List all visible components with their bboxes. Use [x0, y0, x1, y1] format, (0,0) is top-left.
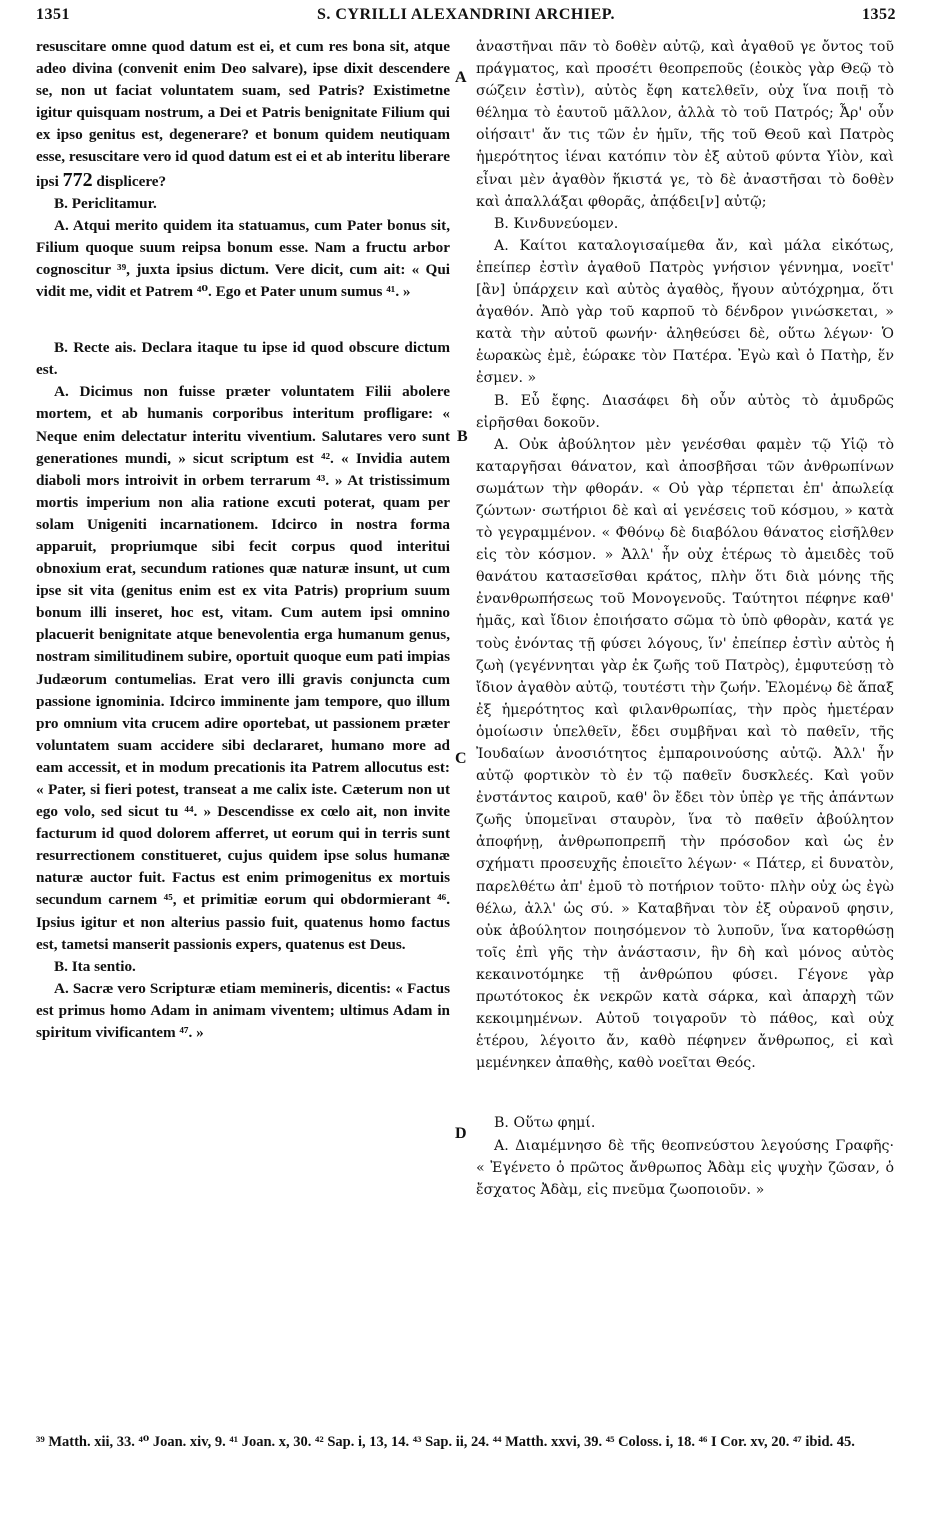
latin-paragraph: A. Dicimus non fuisse præter voluntatem Filii abolere mortem, et ab humanis corporibus interitum profligare: « Neque enim delectatur interitu viventium. Salutares vero sunt generationes mundi, » sicut scriptum est ⁴². « Invidia autem diaboli mors introivit in orbem terrarum ⁴³. » At tristissimum mortis imperium non alia ratione excuti poterat, quam per solam Unigeniti incarnationem. Idcirco in nostra forma apparuit, propriumque sibi fecit corpus quod interitui obnoxium erat, secundum rationes quæ naturæ insunt, ut cum ipse sit vita (genitus enim est ex vita Patris) proprium suum bonum illi inseret, hoc est, vitam. Cum autem ipsi omnino placuerit benignitate atque benevolentia erga humanum genus, nostram similitudinem subire, oportuit quoque eum pati impias Judæorum contumelias. Erat vero illi gravis conjuncta cum passione ignominia. Idcirco imminente jam tempore, quo illum pro omnium vita crucem adire oportebat, ut passionem præter voluntatem suam accidere sibi declararet, humano more ad eam accessit, et in modum precationis ita Patrem allocutus est: « Pater, si fieri potest, transeat a me calix iste. Cæterum non ut ego volo, sed sicut tu ⁴⁴. » Descendisse ex cœlo ait, non invite facturum id quod dolorem afferret, ut eorum qui in terris sunt resurrectionem constitueret, cujus quidem ipse solus humanæ naturæ auctor fuit. Factus est enim primogenitus ex mortuis secundum carnem ⁴⁵, et primitiæ eorum qui obdormierant ⁴⁶. Ipsius igitur et non alterius passio fuit, quatenus homo factus est, tametsi manserit passionis expers, quatenus est Deus. [36, 383, 450, 953]
latin-paragraph: resuscitare omne quod datum est ei, et cum res bona sit, atque adeo divina (convenit enim Deo salvare), ipse dixit descendere se, non ut faciat voluntatem suam, sed Patris? Existimetne igitur quisquam nostrum, a Dei et Patris benignitate Filium qui ex ipso genitus est, degenerare? et bonum quidem neutiquam esse, resuscitare vero id quod datum est ei et ab interitu liberare ipsi 772 displicere? [36, 38, 450, 191]
greek-paragraph: B. Οὕτω φημί. [494, 1115, 596, 1132]
running-title: S. CYRILLI ALEXANDRINI ARCHIEP. [316, 6, 616, 23]
page-number-left: 1351 [36, 6, 70, 23]
margin-letter-b: B [457, 428, 468, 445]
greek-column [476, 36, 894, 1201]
footnotes: ³⁹ Matth. xii, 33. ⁴⁰ Joan. xiv, 9. ⁴¹ Joan. x, 30. ⁴² Sap. i, 13, 14. ⁴³ Sap. ii, 24. ⁴⁴ Matth. xxvi, 39. ⁴⁵ Coloss. i, 18. ⁴⁶ I Cor. xv, 20. ⁴⁷ ibid. 45. [36, 1434, 855, 1450]
margin-letter-d: D [455, 1125, 467, 1142]
greek-paragraph: B. Κινδυνεύομεν. [494, 215, 619, 232]
latin-paragraph: A. Atqui merito quidem ita statuamus, cum Pater bonus sit, Filium quoque suum reipsa bonum esse. Nam a fructu arbor cognoscitur ³⁹, juxta ipsius dictum. Vere dicit, cum ait: « Qui vidit me, vidit et Patrem ⁴⁰. Ego et Pater unum sumus ⁴¹. » [36, 216, 450, 301]
margin-letter-c: C [455, 750, 467, 767]
greek-paragraph: B. Εὖ ἔφης. Διασάφει δὴ οὖν αὐτὸς τὸ ἀμυδρῶς εἰρῆσθαι δοκοῦν. [476, 392, 894, 431]
greek-paragraph: A. Διαμέμνησο δὲ τῆς θεοπνεύστου λεγούσης Γραφῆς· « Ἐγένετο ὁ πρῶτος ἄνθρωπος Ἀδὰμ εἰς ψυχὴν ζῶσαν, ὁ ἔσχατος Ἀδὰμ, εἰς πνεῦμα ζωοποιοῦν. » [476, 1137, 894, 1198]
latin-column [36, 36, 450, 1044]
greek-paragraph: A. Καίτοι καταλογισαίμεθα ἄν, καὶ μάλα εἰκότως, ἐπείπερ ἐστὶν ἀγαθοῦ Πατρὸς γνήσιον γέννημα, νοεῖτ' [ἂν] ὑπάρχειν καὶ αὐτὸς ἀγαθὸς, ἤγουν αὐτόχρημα, ὅτι ἀγαθόν. Ἀπὸ γὰρ τοῦ καρποῦ τὸ δένδρον γινώσκεται, » κατὰ τὴν αὐτοῦ φωνήν· ἀληθεύσει δὲ, οὕτω λέγων· Ὁ ἑωρακὼς ἐμὲ, ἑώρακε τὸν Πατέρα. Ἐγὼ καὶ ὁ Πατὴρ, ἕν ἐσμεν. » [476, 237, 894, 387]
latin-paragraph: B. Periclitamur. [54, 194, 157, 212]
original-page-number: 772 [62, 168, 93, 191]
running-header [36, 6, 896, 32]
latin-paragraph: B. Ita sentio. [54, 957, 136, 975]
greek-paragraph: A. Οὐκ ἀβούλητον μὲν γενέσθαι φαμὲν τῷ Υἱῷ τὸ καταργῆσαι θάνατον, καὶ ἀποσβῆσαι τῶν ἀνθρωπίνων σωμάτων τὴν φθοράν. « Οὐ γὰρ τέρπεται ἐπ' ἀπωλείᾳ ζώντων· σωτήριοι δὲ καὶ αἱ γενέσεις τοῦ κόσμου, » κατὰ τὸ γεγραμμένον. « Φθόνῳ δὲ διαβόλου θάνατος εἰσῆλθεν εἰς τὸν κόσμον. » Ἀλλ' ἦν οὐχ ἑτέρως τὸ ἀμειδὲς τοῦ θανάτου κατασεῖσθαι κράτος, πλὴν ὅτι διὰ μόνης τῆς ἐνανθρωπήσεως τοῦ Μονογενοῦς. Ταύτητοι πέφηνε καθ' ἡμᾶς, καὶ ἴδιον ἐποιήσατο σῶμα τὸ ὑπὸ φθορὰν, κατά γε τοὺς ἐνόντας τῇ φύσει λόγους, ἵν' ἐπείπερ ἐστὶν αὐτὸς ἡ ζωὴ (γεγέννηται γὰρ ἐκ ζωῆς τοῦ Πατρὸς), ἐμφυτεύσῃ τὸ ἴδιον ἀγαθὸν αὐτῷ, τουτέστι τὴν ζωήν. Ἐλομένῳ δὲ ἅπαξ ἐξ ἡμερότητος καὶ φιλανθρωπίας, τὴν πρὸς ἡμετέραν ὁμοίωσιν ὑπελθεῖν, ἔδει συμβῆναι καὶ τὸ παθεῖν, τῆς Ἰουδαίων ἀνοσιότητος ἐμπαροινούσης αὐτῷ. Ἀλλ' ἦν αὐτῷ φορτικὸν τὸ ἐν τῷ παθεῖν δυσκλεές. Καὶ γοῦν ἐνστάντος καιροῦ, καθ' ὃν ἔδει τὸν ὑπὲρ γε τῆς ἁπάντων ζωῆς ὑπομεῖναι σταυρὸν, ἵνα τὸ παθεῖν ἀβούλητον ἀποφήνῃ, ἀνθρωποπρεπῆ τὴν πρόσοδον καὶ ὡς ἐν σχήματι προσευχῆς ἐποιεῖτο λέγων· « Πάτερ, εἰ δυνατὸν, παρελθέτω ἀπ' ἐμοῦ τὸ ποτήριον τοῦτο· πλὴν οὐχ ὡς ἐγὼ θέλω, ἀλλ' ὡς σύ. » Καταβῆναι τὸν ἐξ οὐρανοῦ φησιν, οὐκ ἀβούλητον ποιησόμενον τὸ λυποῦν, ἵνα κατορθώσῃ τοῖς ἐπὶ γῆς τὴν ἀνάστασιν, ἣν δὴ καὶ μόνος αὐτὸς κεκαινοτόμηκε τῇ ἀνθρώπου φύσει. Γέγονε γὰρ πρωτότοκος ἐκ νεκρῶν κατὰ σάρκα, καὶ ἀπαρχὴ τῶν κεκοιμημένων. Αὐτοῦ τοιγαροῦν τὸ πάθος, καὶ οὐχ ἑτέρου, λέγοιτο ἄν, καθὸ πέφηνεν ἄνθρωπος, εἰ καὶ μεμένηκεν ἀπαθὴς, καθὸ νοεῖται Θεός. [476, 436, 894, 1072]
latin-paragraph: A. Sacræ vero Scripturæ etiam memineris, dicentis: « Factus est primus homo Adam in animam viventem; ultimus Adam in spiritum vivificantem ⁴⁷. » [36, 979, 450, 1042]
greek-paragraph: ἀναστῆναι πᾶν τὸ δοθὲν αὐτῷ, καὶ ἀγαθοῦ γε ὄντος τοῦ πράγματος, καὶ προσέτι θεοπρεποῦς (ἐοικὸς γὰρ Θεῷ τὸ σώζειν ἐστὶν), αὐτὸς ἔφη κατελθεῖν, οὐχ ἵνα ποιῇ τὸ θέλημα τὸ ἑαυτοῦ μᾶλλον, ἀλλὰ τὸ τοῦ Πατρός; Ἆρ' οὖν οἰήσαιτ' ἄν τις τῶν ἐν ἡμῖν, τῆς τοῦ Θεοῦ καὶ Πατρὸς ἡμερότητος ἰέναι κατόπιν τὸν ἐξ αὐτοῦ φύντα Υἱὸν, καὶ εἶναι μὲν ἀγαθὸν ἥκιστά γε, τὸ δὲ ἀναστῆσαι τὸ δοθὲν καὶ ἀπαλλάξαι φθορᾶς, ἀπᾴδει[ν] αὐτῷ; [476, 39, 894, 210]
latin-paragraph: B. Recte ais. Declara itaque tu ipse id quod obscure dictum est. [36, 339, 450, 379]
margin-letter-a: A [455, 69, 467, 86]
page-number-right: 1352 [862, 6, 896, 23]
